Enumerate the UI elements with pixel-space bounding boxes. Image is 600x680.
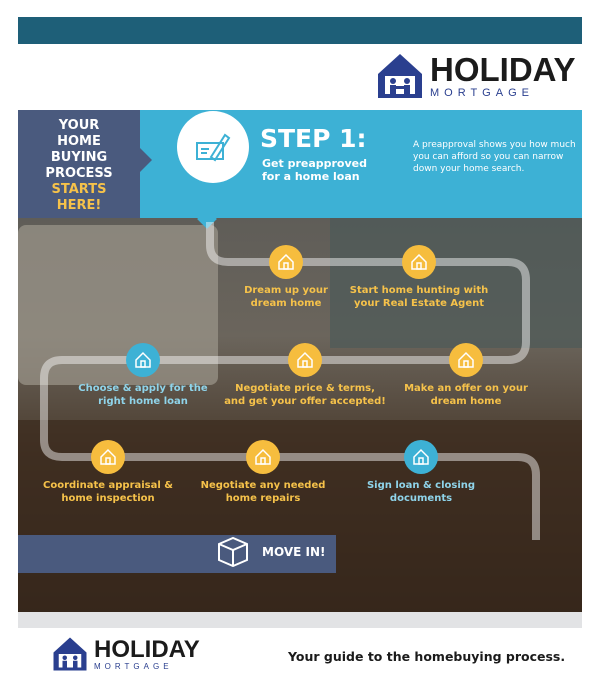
step-label-line: dream home — [430, 396, 502, 407]
step-label-line: Start home hunting with — [349, 285, 489, 296]
step-label-line: home inspection — [61, 493, 155, 504]
tablet-home-icon — [269, 245, 303, 279]
step-label — [224, 382, 386, 408]
step-label-line: Negotiate price & terms, — [235, 383, 375, 394]
step-label-line: right home loan — [98, 396, 188, 407]
step-label — [244, 284, 328, 310]
intro-text: HOME — [57, 134, 101, 149]
tagline: Your guide to the homebuying process. — [288, 649, 566, 664]
house-check-icon — [91, 440, 125, 474]
pen-icon — [404, 440, 438, 474]
box-icon — [215, 534, 251, 568]
step-label — [78, 382, 207, 408]
step-label — [201, 479, 326, 505]
step-label-line: Dream up your — [244, 285, 328, 296]
footer-strip — [18, 612, 582, 628]
move-in-label: MOVE IN! — [262, 545, 326, 559]
step-label — [404, 382, 528, 408]
intro-text: YOUR — [58, 118, 100, 133]
step-label-line: home repairs — [225, 493, 301, 504]
logo-house-icon — [52, 636, 88, 672]
arrows-icon — [246, 440, 280, 474]
step-label — [43, 479, 173, 505]
intro-text: HERE! — [56, 198, 102, 213]
hand-home-icon — [126, 343, 160, 377]
logo-word: HOLIDAY — [430, 51, 576, 88]
step-label — [350, 284, 489, 310]
intro-text: BUYING — [50, 150, 108, 165]
step-label-line: Coordinate appraisal & — [42, 480, 174, 491]
intro-text: PROCESS — [45, 166, 113, 181]
step-label-line: dream home — [250, 298, 322, 309]
chat-home-icon — [288, 343, 322, 377]
logo-word: HOLIDAY — [94, 635, 200, 663]
step-label-line: Sign loan & closing — [366, 480, 476, 491]
document-pen-icon — [449, 343, 483, 377]
step-label-line: Make an offer on your — [404, 383, 528, 394]
step-label-line: Negotiate any needed — [200, 480, 326, 491]
step1-title: STEP 1: — [260, 124, 367, 153]
footer-logo — [52, 636, 200, 672]
step-label-line: and get your offer accepted! — [224, 396, 386, 407]
step-label-line: your Real Estate Agent — [354, 298, 484, 309]
step-label — [367, 479, 475, 505]
step-label-line: documents — [389, 493, 453, 504]
logo-sub: MORTGAGE — [430, 87, 534, 99]
step1-description: A preapproval shows you how much you can afford so you can narrow down your home search. — [413, 140, 576, 174]
step-label-line: Choose & apply for the — [78, 383, 208, 394]
home-search-icon — [402, 245, 436, 279]
intro-text: STARTS — [51, 182, 107, 197]
logo-sub: MORTGAGE — [94, 661, 173, 671]
step1-subtitle: Get preapproved for a home loan — [262, 157, 367, 183]
